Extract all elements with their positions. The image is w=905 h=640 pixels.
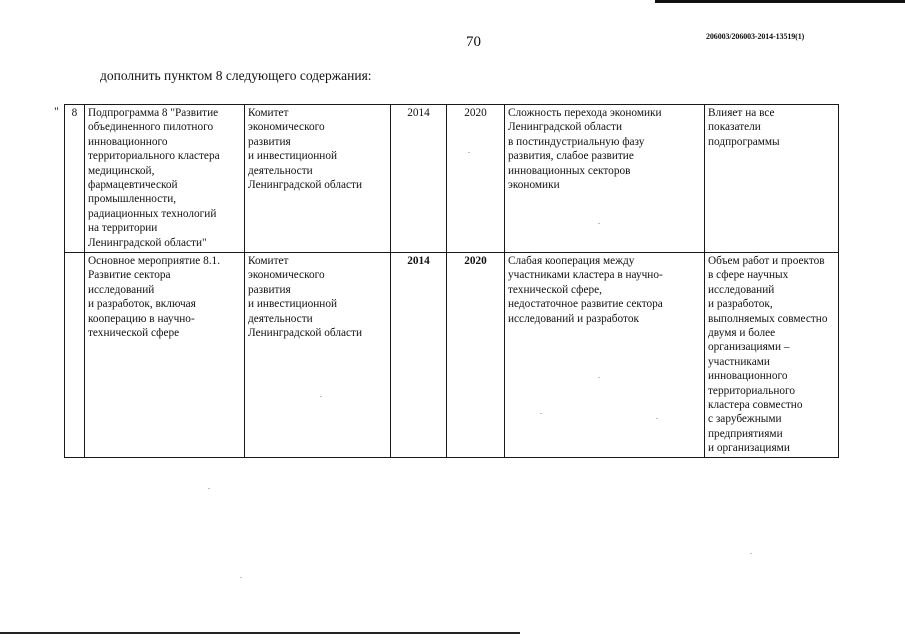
end-year: 2020	[447, 105, 505, 253]
responsible-executor: Комитет экономического развития и инвестиционной деятельности Ленинградской области	[245, 105, 391, 253]
scan-speck	[750, 553, 752, 554]
start-year: 2014	[391, 253, 447, 458]
scan-speck	[656, 418, 658, 419]
program-table	[64, 104, 839, 458]
row-number: 8	[65, 105, 85, 253]
top-scan-line	[655, 0, 905, 3]
scan-speck	[208, 488, 210, 489]
start-year: 2014	[391, 105, 447, 253]
risk-description: Слабая кооперация между участниками кластера в научно- технической сфере, недостаточное развитие сектора исследований и разработок	[505, 253, 705, 458]
indicator-relation: Влияет на все показатели подпрограммы	[705, 105, 839, 253]
subprogram-name: Подпрограмма 8 "Развитие объединенного пилотного инновационного территориального кластера медицинской, фармацевтической промышленности, радиационных технологий на территории Ленинградской области"	[85, 105, 245, 253]
scan-speck	[240, 577, 242, 578]
table-row	[65, 253, 839, 458]
page-number: 70	[466, 34, 481, 50]
scan-speck	[320, 396, 322, 397]
intro-text: дополнить пунктом 8 следующего содержания:	[100, 68, 372, 83]
scan-speck	[540, 413, 542, 414]
row-number	[65, 253, 85, 458]
responsible-executor: Комитет экономического развития и инвестиционной деятельности Ленинградской области	[245, 253, 391, 458]
scan-speck	[598, 377, 600, 378]
bottom-scan-line	[0, 632, 520, 634]
indicator-relation: Объем работ и проектов в сфере научных исследований и разработок, выполняемых совместно двумя и более организациями – участниками инновационного территориального кластера совместно с зарубежными предприятиями и организациями	[705, 253, 839, 458]
activity-name: Основное мероприятие 8.1. Развитие сектора исследований и разработок, включая кооперацию в научно- технической сфере	[85, 253, 245, 458]
document-id: 206003/206003-2014-13519(1)	[706, 32, 805, 41]
table-row	[65, 105, 839, 253]
open-quote-mark: "	[54, 104, 59, 118]
scan-speck	[468, 152, 470, 153]
end-year: 2020	[447, 253, 505, 458]
scan-speck	[598, 223, 600, 224]
risk-description: Сложность перехода экономики Ленинградской области в постиндустриальную фазу развития, слабое развитие инновационных секторов экономики	[505, 105, 705, 253]
